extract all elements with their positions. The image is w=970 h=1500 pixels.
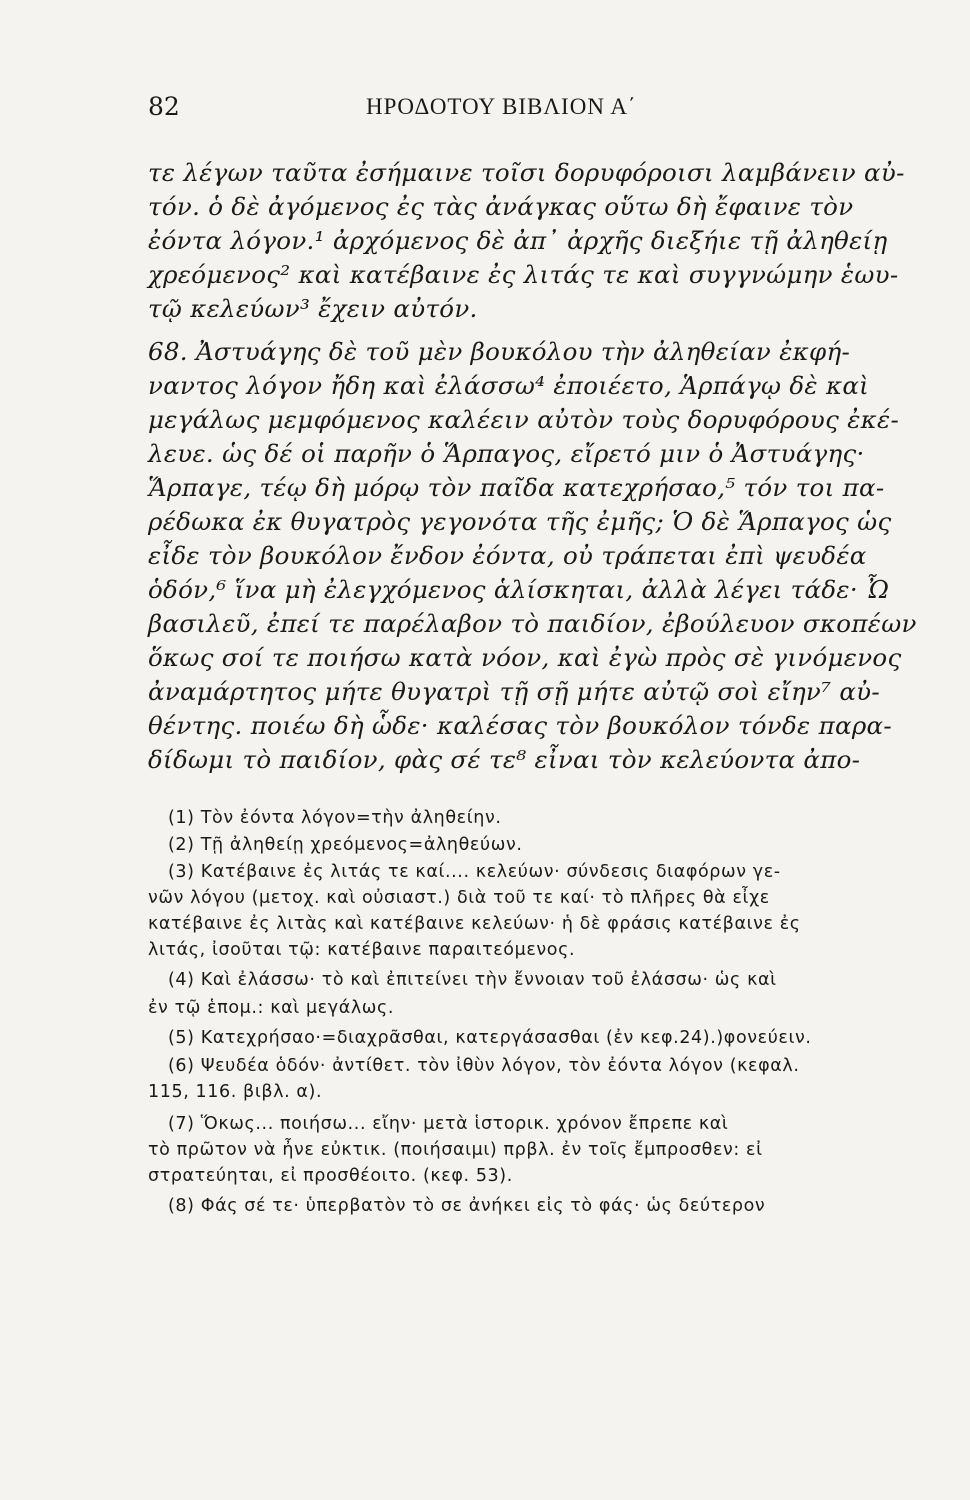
page-header [148,92,848,128]
text-line: λευε. ὡς δέ οἱ παρῆν ὁ Ἅρπαγος, εἴρετό μιν ὁ Ἀστυάγης· [148,439,865,468]
footnote-line: τὸ πρῶτον νὰ ἦνε εὐκτικ. (ποιήσαιμι) πρβλ. ἐν τοῖς ἔμπροσθεν: εἰ [148,1140,763,1160]
text-line: ἐόντα λόγον.¹ ἀρχόμενος δὲ ἀπ᾿ ἀρχῆς διεξήιε τῇ ἀληθείῃ [148,226,888,255]
text-line: βασιλεῦ, ἐπεί τε παρέλαβον τὸ παιδίον, ἐβούλευον σκοπέων [148,609,917,638]
text-line: ρέδωκα ἐκ θυγατρὸς γεγονότα τῆς ἐμῆς; Ὁ δὲ Ἅρπαγος ὡς [148,507,892,536]
text-line: 68. Ἀστυάγης δὲ τοῦ μὲν βουκόλου τὴν ἀληθείαν ἐκφή- [148,337,851,366]
footnote-line: (8) Φάς σέ τε· ὑπερβατὸν τὸ σε ἀνήκει εἰς τὸ φάς· ὡς δεύτερον [168,1196,766,1216]
footnote-line: κατέβαινε ἐς λιτὰς καὶ κατέβαινε κελεύων· ἡ δὲ φράσις κατέβαινε ἐς [148,914,801,934]
footnote-line: (3) Κατέβαινε ἐς λιτάς τε καί.... κελεύων· σύνδεσις διαφόρων γε- [168,862,781,882]
text-line: Ἅρπαγε, τέῳ δὴ μόρῳ τὸν παῖδα κατεχρήσαο,⁵ τόν τοι πα- [148,473,885,502]
footnote-line: ἐν τῷ ἑπομ.: καὶ μεγάλως. [148,998,395,1018]
footnote-line: νῶν λόγου (μετοχ. καὶ οὐσιαστ.) διὰ τοῦ τε καί· τὸ πλῆρες θὰ εἶχε [148,888,770,908]
running-title: ΗΡΟΔΟΤΟΥ ΒΙΒΛΙΟΝ Α΄ [366,94,637,119]
text-line: χρεόμενος² καὶ κατέβαινε ἐς λιτάς τε καὶ συγγνώμην ἑωυ- [148,260,899,289]
page-number: 82 [148,92,180,121]
text-line: τῷ κελεύων³ ἔχειν αὐτόν. [148,294,478,323]
text-line: ναντος λόγον ἤδη καὶ ἐλάσσω⁴ ἐποιέετο, Ἁρπάγῳ δὲ καὶ [148,371,870,400]
text-line: τε λέγων ταῦτα ἐσήμαινε τοῖσι δορυφόροισι λαμβάνειν αὐ- [148,158,905,187]
footnote-line: 115, 116. βιβλ. α). [148,1082,323,1102]
footnote-line: (7) Ὅκως... ποιήσω... εἴην· μετὰ ἱστορικ. χρόνον ἔπρεπε καὶ [168,1114,729,1134]
footnote-line: (6) Ψευδέα ὁδόν· ἀντίθετ. τὸν ἰθὺν λόγον, τὸν ἐόντα λόγον (κεφαλ. [168,1056,800,1076]
text-line: ὁδόν,⁶ ἵνα μὴ ἐλεγχόμενος ἁλίσκηται, ἀλλὰ λέγει τάδε· Ὦ [148,575,890,604]
footnote-line: στρατεύηται, εἰ προσθέοιτο. (κεφ. 53). [148,1166,513,1186]
text-line: ὅκως σοί τε ποιήσω κατὰ νόον, καὶ ἐγὼ πρὸς σὲ γινόμενος [148,643,902,672]
text-line: δίδωμι τὸ παιδίον, φὰς σέ τε⁸ εἶναι τὸν κελεύοντα ἀπο- [148,745,861,774]
text-line: μεγάλως μεμφόμενος καλέειν αὐτὸν τοὺς δορυφόρους ἐκέ- [148,405,900,434]
text-line: εἶδε τὸν βουκόλον ἔνδον ἐόντα, οὐ τράπεται ἐπὶ ψευδέα [148,541,867,570]
text-line: θέντης. ποιέω δὴ ὧδε· καλέσας τὸν βουκόλον τόνδε παρα- [148,711,892,740]
text-line: ἀναμάρτητος μήτε θυγατρὶ τῇ σῇ μήτε αὐτῷ σοὶ εἴην⁷ αὐ- [148,677,880,706]
footnote-line: (5) Κατεχρήσαο·=διαχρᾶσθαι, κατεργάσασθαι (ἐν κεφ.24).)φονεύειν. [168,1028,812,1048]
footnote-line: (1) Τὸν ἐόντα λόγον=τὴν ἀληθείην. [168,808,502,828]
footnote-line: λιτάς, ἰσοῦται τῷ: κατέβαινε παραιτεόμενος. [148,940,576,960]
footnote-line: (4) Καὶ ἐλάσσω· τὸ καὶ ἐπιτείνει τὴν ἔννοιαν τοῦ ἐλάσσω· ὡς καὶ [168,970,777,990]
text-line: τόν. ὁ δὲ ἀγόμενος ἐς τὰς ἀνάγκας οὕτω δὴ ἔφαινε τὸν [148,192,854,221]
footnote-line: (2) Τῇ ἀληθείῃ χρεόμενος=ἀληθεύων. [168,835,523,855]
